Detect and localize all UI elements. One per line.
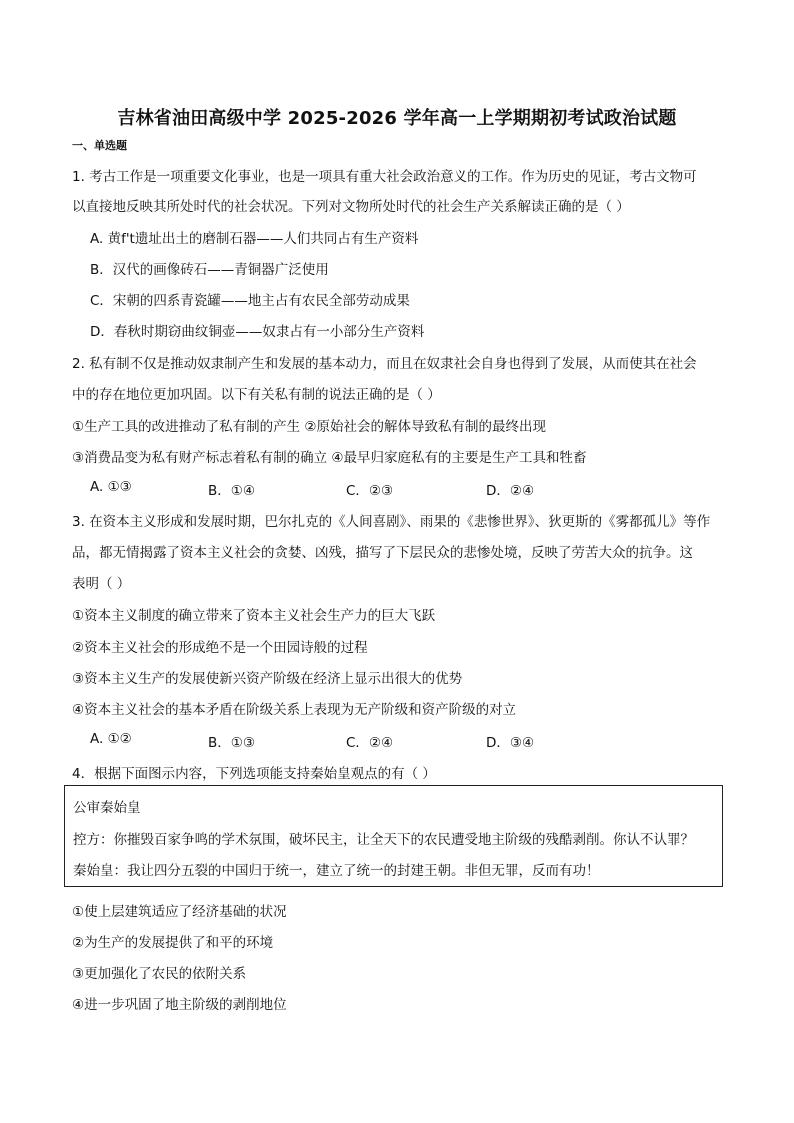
dialogue-qinshihuang-line: 秦始皇：我让四分五裂的中国归于统一，建立了统一的封建王朝。非但无罪，反而有功！ [73, 863, 600, 879]
trial-dialogue-box [64, 785, 723, 887]
q4-item-1: ①使上层建筑适应了经济基础的状况 [72, 904, 287, 920]
page-title: 吉林省油田高级中学 2025-2026 学年高一上学期期初考试政治试题 [117, 108, 677, 129]
q2-items-row1: ①生产工具的改进推动了私有制的产生 ②原始社会的解体导致私有制的最终出现 [72, 419, 546, 435]
dialogue-prosecution-line: 控方：你摧毁百家争鸣的学术氛围，破坏民主，让全天下的农民遭受地主阶级的残酷剥削。你认不认罪？ [73, 832, 694, 848]
q4-item-2: ②为生产的发展提供了和平的环境 [72, 935, 274, 951]
q1-stem-line2: 以直接地反映其所处时代的社会状况。下列对文物所处时代的社会生产关系解读正确的是（ ） [72, 199, 630, 215]
q3-stem-line3: 表明（ ） [72, 576, 131, 592]
q1-stem-line1: 1. 考古工作是一项重要文化事业，也是一项具有重大社会政治意义的工作。作为历史的见证，考古文物可 [72, 169, 697, 185]
q1-option-a: A. 黄f't遗址出土的磨制石器——人们共同占有生产资料 [90, 231, 419, 247]
q3-item-2: ②资本主义社会的形成绝不是一个田园诗般的过程 [72, 640, 368, 656]
q2-choice-a: A. ①③ [90, 479, 132, 495]
q3-item-4: ④资本主义社会的基本矛盾在阶级关系上表现为无产阶级和资产阶级的对立 [72, 702, 517, 718]
q4-item-3: ③更加强化了农民的依附关系 [72, 966, 247, 982]
q3-choice-b: B．①③ [208, 735, 255, 751]
section-heading: 一、单选题 [72, 139, 127, 152]
q3-item-3: ③资本主义生产的发展使新兴资产阶级在经济上显示出很大的优势 [72, 671, 463, 687]
q2-stem-line2: 中的存在地位更加巩固。以下有关私有制的说法正确的是（ ） [72, 387, 441, 403]
q4-stem: 4．根据下面图示内容，下列选项能支持秦始皇观点的有（ ） [72, 766, 436, 782]
q2-choice-b: B．①④ [208, 483, 255, 499]
q1-option-b: B．汉代的画像砖石——青铜器广泛使用 [90, 262, 329, 278]
q3-choice-a: A. ①② [90, 731, 132, 747]
q2-choice-c: C．②③ [346, 483, 394, 499]
q1-option-d: D．春秋时期窃曲纹铜壶——奴隶占有一小部分生产资料 [90, 324, 425, 340]
q3-item-1: ①资本主义制度的确立带来了资本主义社会生产力的巨大飞跃 [72, 608, 436, 624]
q4-item-4: ④进一步巩固了地主阶级的剥削地位 [72, 997, 287, 1013]
q3-choice-d: D．③④ [486, 735, 535, 751]
q3-stem-line1: 3. 在资本主义形成和发展时期，巴尔扎克的《人间喜剧》、雨果的《悲惨世界》、狄更斯的《雾都孤儿》等作 [72, 514, 711, 530]
dialogue-heading: 公审秦始皇 [73, 800, 141, 816]
q1-option-c: C．宋朝的四系青瓷罐——地主占有农民全部劳动成果 [90, 293, 410, 309]
q3-stem-line2: 品，都无情揭露了资本主义社会的贪婪、凶残，描写了下层民众的悲惨处境，反映了劳苦大众的抗争。这 [72, 545, 693, 561]
q2-items-row2: ③消费品变为私有财产标志着私有制的确立 ④最早归家庭私有的主要是生产工具和牲畜 [72, 450, 587, 466]
q2-choice-d: D．②④ [486, 483, 535, 499]
q3-choice-c: C．②④ [346, 735, 394, 751]
q2-stem-line1: 2. 私有制不仅是推动奴隶制产生和发展的基本动力，而且在奴隶社会自身也得到了发展，从而使其在社会 [72, 356, 697, 372]
